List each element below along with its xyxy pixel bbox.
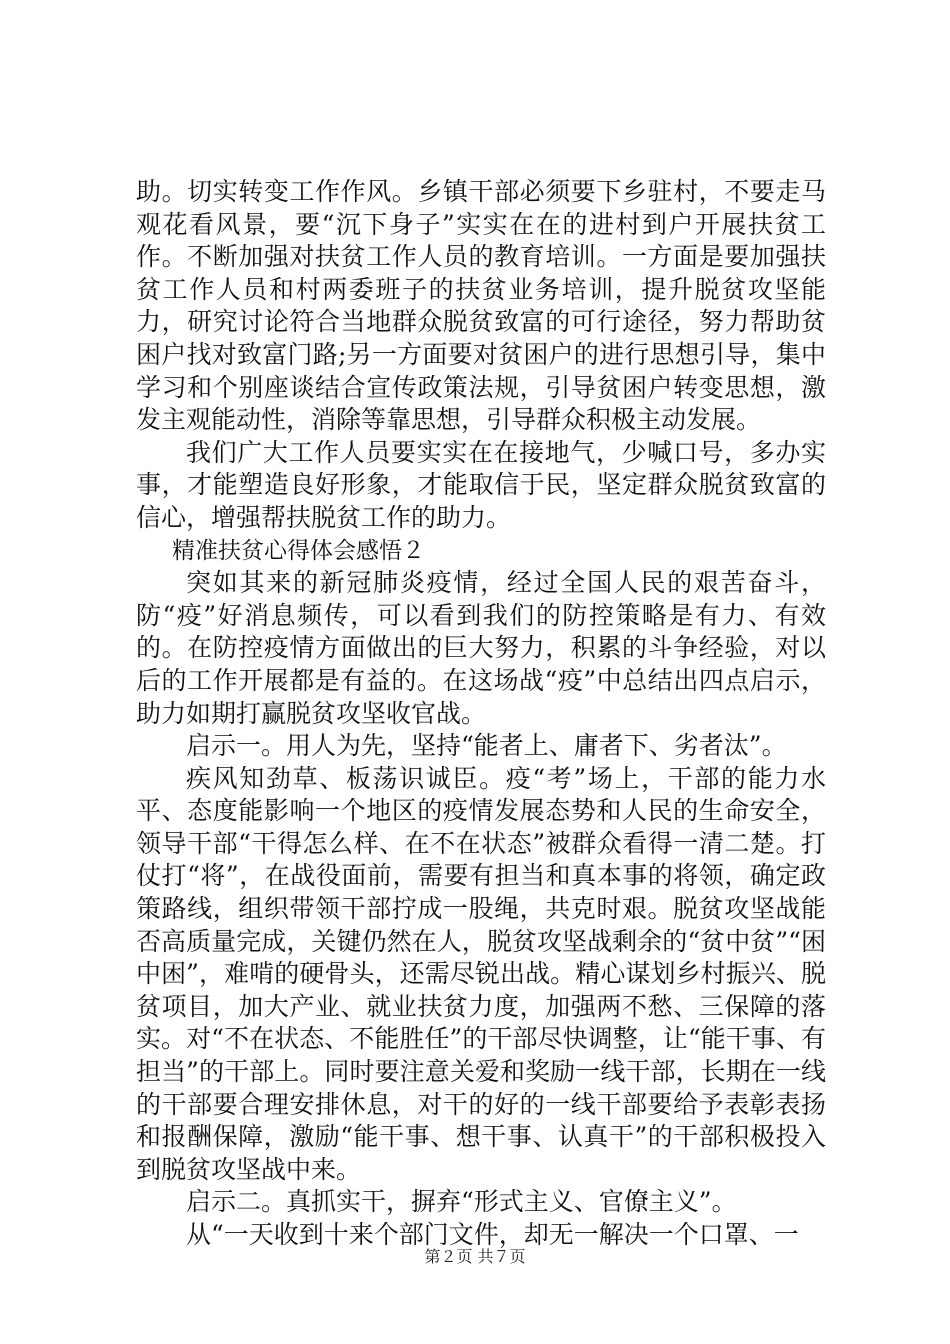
paragraph: 疾风知劲草、板荡识诚臣。疫“考”场上，干部的能力水平、态度能影响一个地区的疫情发展态势和人民的生命安全，领导干部“干得怎么样、在不在状态”被群众看得一清二楚。打仗打“将”，在战役面前，需要有担当和真本事的将领，确定政策路线，组织带领干部拧成一股绳，共克时艰。脱贫攻坚战能否高质量完成，关键仍然在人，脱贫攻坚战剩余的“贫中贫”“困中困”，难啃的硬骨头，还需尽锐出战。精心谋划乡村振兴、脱贫项目，加大产业、就业扶贫力度，加强两不愁、三保障的落实。对“不在状态、不能胜任”的干部尽快调整，让“能干事、有担当”的干部上。同时要注意关爱和奖励一线干部，长期在一线的干部要合理安排休息，对干的好的一线干部要给予表彰表扬和报酬保障，激励“能干事、想干事、认真干”的干部积极投入到脱贫攻坚战中来。 xyxy=(136,763,826,1184)
document-body xyxy=(136,176,826,1252)
paragraph: 启示二。真抓实干，摒弃“形式主义、官僚主义”。 xyxy=(186,1187,737,1217)
paragraph: 突如其来的新冠肺炎疫情，经过全国人民的艰苦奋斗，防“疫”好消息频传，可以看到我们的防控策略是有力、有效的。在防控疫情方面做出的巨大努力，积累的斗争经验，对以后的工作开展都是有益的。在这场战“疫”中总结出四点启示，助力如期打赢脱贫攻坚收官战。 xyxy=(136,568,826,728)
page-number-footer: 第２页 共７页 xyxy=(424,1247,526,1266)
paragraph: 启示一。用人为先，坚持“能者上、庸者下、劣者汰”。 xyxy=(186,731,787,761)
paragraph: 我们广大工作人员要实实在在接地气，少喊口号，多办实事，才能塑造良好形象，才能取信于民，坚定群众脱贫致富的信心，增强帮扶脱贫工作的助力。 xyxy=(136,437,826,532)
paragraph: 从“一天收到十来个部门文件，却无一解决一个口罩、一 xyxy=(186,1220,799,1249)
section-heading: 精准扶贫心得体会感悟２ xyxy=(172,537,425,564)
paragraph-continuation: 助。切实转变工作作风。乡镇干部必须要下乡驻村，不要走马观花看风景，要“沉下身子”实实在在的进村到户开展扶贫工作。不断加强对扶贫工作人员的教育培训。一方面是要加强扶贫工作人员和村两委班子的扶贫业务培训，提升脱贫攻坚能力，研究讨论符合当地群众脱贫致富的可行途径，努力帮助贫困户找对致富门路;另一方面要对贫困户的进行思想引导，集中学习和个别座谈结合宣传政策法规，引导贫困户转变思想，激发主观能动性，消除等靠思想，引导群众积极主动发展。 xyxy=(136,177,826,435)
